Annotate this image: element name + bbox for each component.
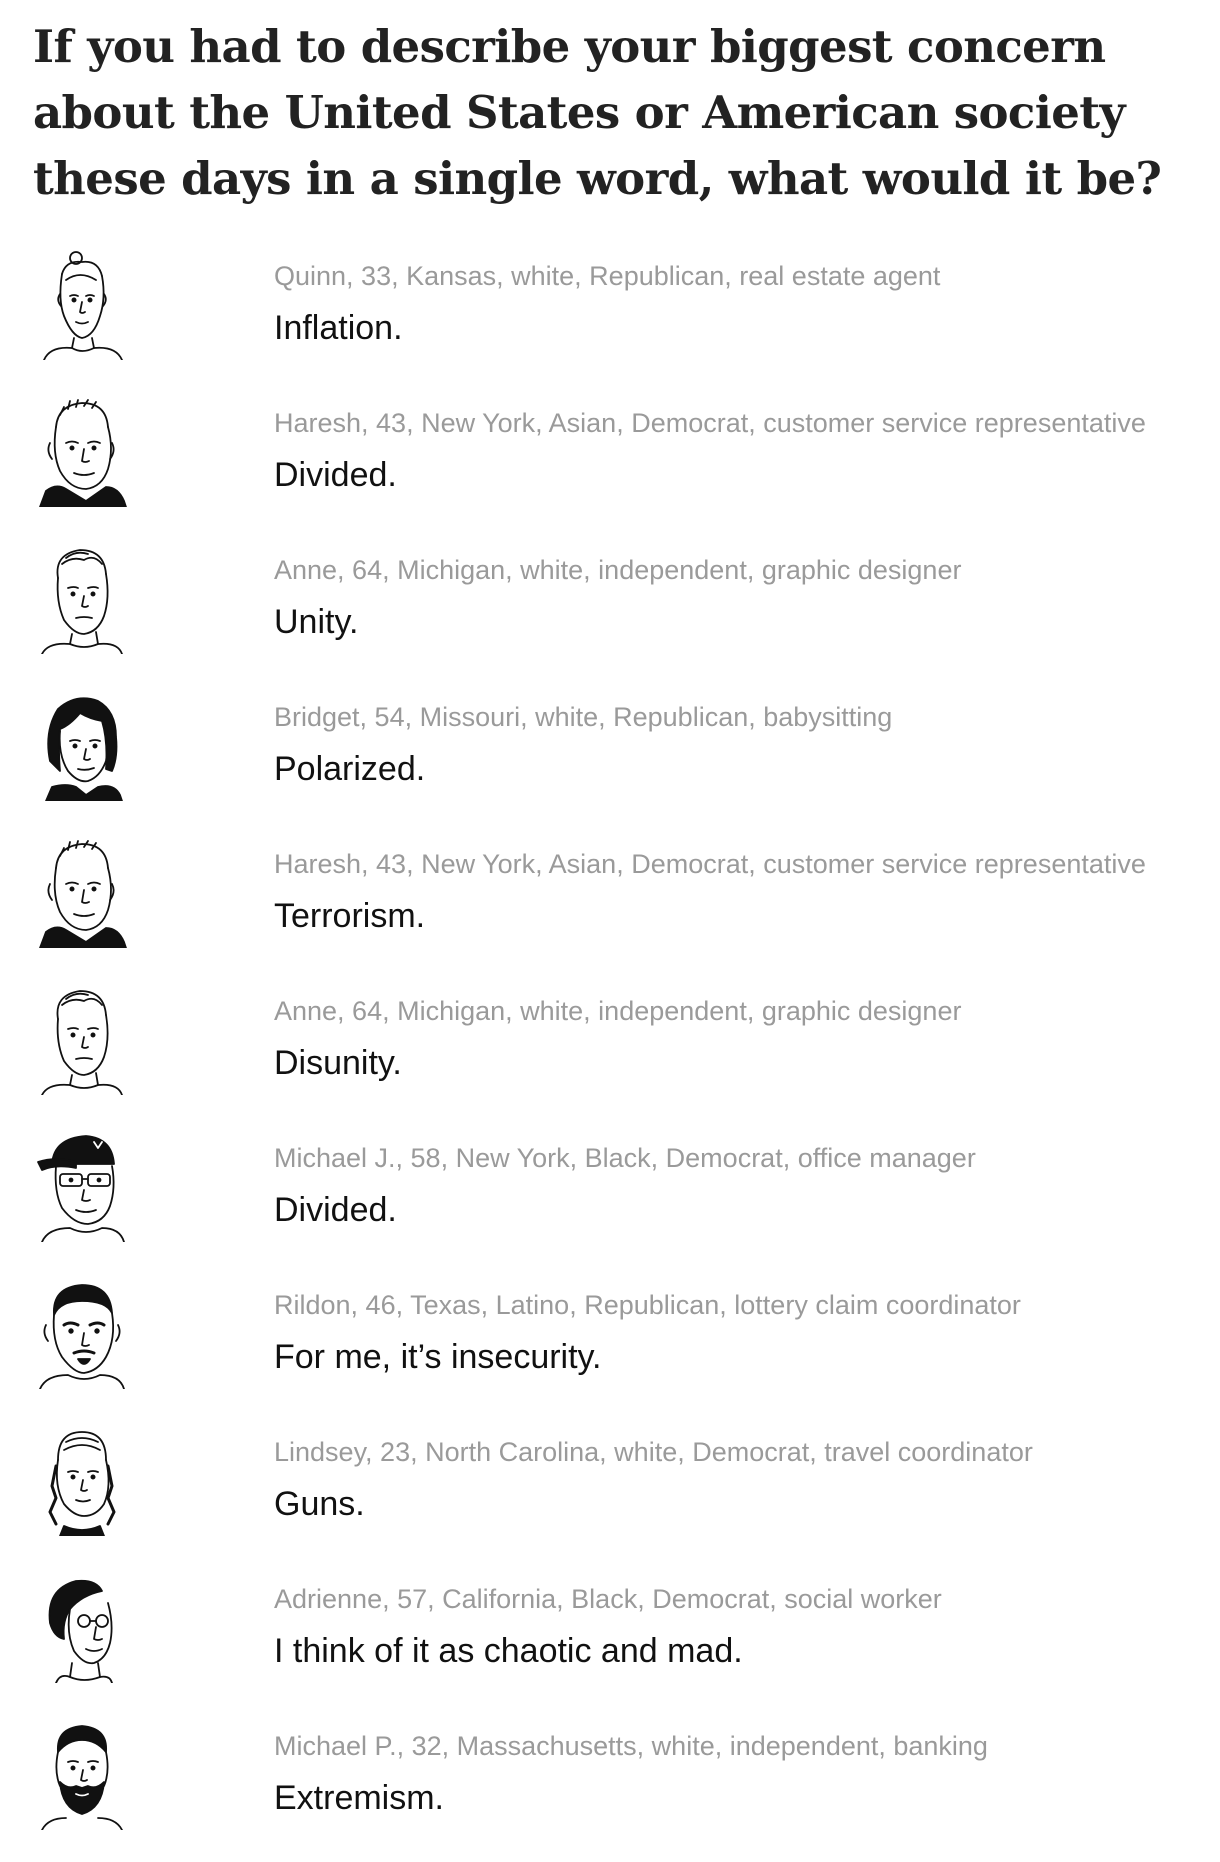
response-item <box>0 686 1220 833</box>
respondent-info: Rildon, 46, Texas, Latino, Republican, lottery claim coordinator <box>274 1290 1021 1320</box>
response-item <box>0 1274 1220 1421</box>
respondent-info: Haresh, 43, New York, Asian, Democrat, customer service representative <box>274 408 1146 438</box>
portrait-illustration-haresh <box>36 397 128 507</box>
response-answer: Guns. <box>274 1485 365 1523</box>
portrait-illustration-michael-j <box>36 1132 128 1242</box>
portrait-illustration-quinn <box>36 250 128 360</box>
response-answer: Divided. <box>274 1191 397 1229</box>
response-answer: Polarized. <box>274 750 426 788</box>
response-item <box>0 392 1220 539</box>
response-answer: Disunity. <box>274 1044 402 1082</box>
response-item <box>0 980 1220 1127</box>
respondent-info: Haresh, 43, New York, Asian, Democrat, customer service representative <box>274 849 1146 879</box>
respondent-info: Anne, 64, Michigan, white, independent, graphic designer <box>274 555 962 585</box>
respondent-info: Adrienne, 57, California, Black, Democrat, social worker <box>274 1584 942 1614</box>
response-item <box>0 539 1220 686</box>
question-heading: If you had to describe your biggest concern about the United States or American society these days in a single word, what would it be? <box>33 20 1162 205</box>
portrait-illustration-adrienne <box>36 1573 128 1683</box>
response-answer: Unity. <box>274 603 359 641</box>
portrait-illustration-rildon <box>36 1279 128 1389</box>
respondent-info: Michael J., 58, New York, Black, Democrat, office manager <box>274 1143 976 1173</box>
response-answer: Inflation. <box>274 309 403 347</box>
response-item <box>0 1715 1220 1862</box>
respondent-info: Bridget, 54, Missouri, white, Republican, babysitting <box>274 702 893 732</box>
response-item <box>0 833 1220 980</box>
respondent-info: Anne, 64, Michigan, white, independent, graphic designer <box>274 996 962 1026</box>
response-answer: I think of it as chaotic and mad. <box>274 1632 743 1670</box>
response-answer: For me, it’s insecurity. <box>274 1338 602 1376</box>
respondent-info: Michael P., 32, Massachusetts, white, independent, banking <box>274 1731 988 1761</box>
response-item <box>0 1127 1220 1274</box>
response-answer: Terrorism. <box>274 897 426 935</box>
response-answer: Extremism. <box>274 1779 444 1817</box>
response-answer: Divided. <box>274 456 397 494</box>
portrait-illustration-michael-p <box>36 1720 128 1830</box>
response-item <box>0 1568 1220 1715</box>
portrait-illustration-lindsey <box>36 1426 128 1536</box>
respondent-info: Lindsey, 23, North Carolina, white, Democrat, travel coordinator <box>274 1437 1033 1467</box>
response-item <box>0 1421 1220 1568</box>
respondent-info: Quinn, 33, Kansas, white, Republican, real estate agent <box>274 261 941 291</box>
portrait-illustration-anne <box>36 544 128 654</box>
portrait-illustration-anne <box>36 985 128 1095</box>
response-list <box>0 245 1220 1862</box>
response-item <box>0 245 1220 392</box>
portrait-illustration-bridget <box>36 691 128 801</box>
portrait-illustration-haresh <box>36 838 128 948</box>
